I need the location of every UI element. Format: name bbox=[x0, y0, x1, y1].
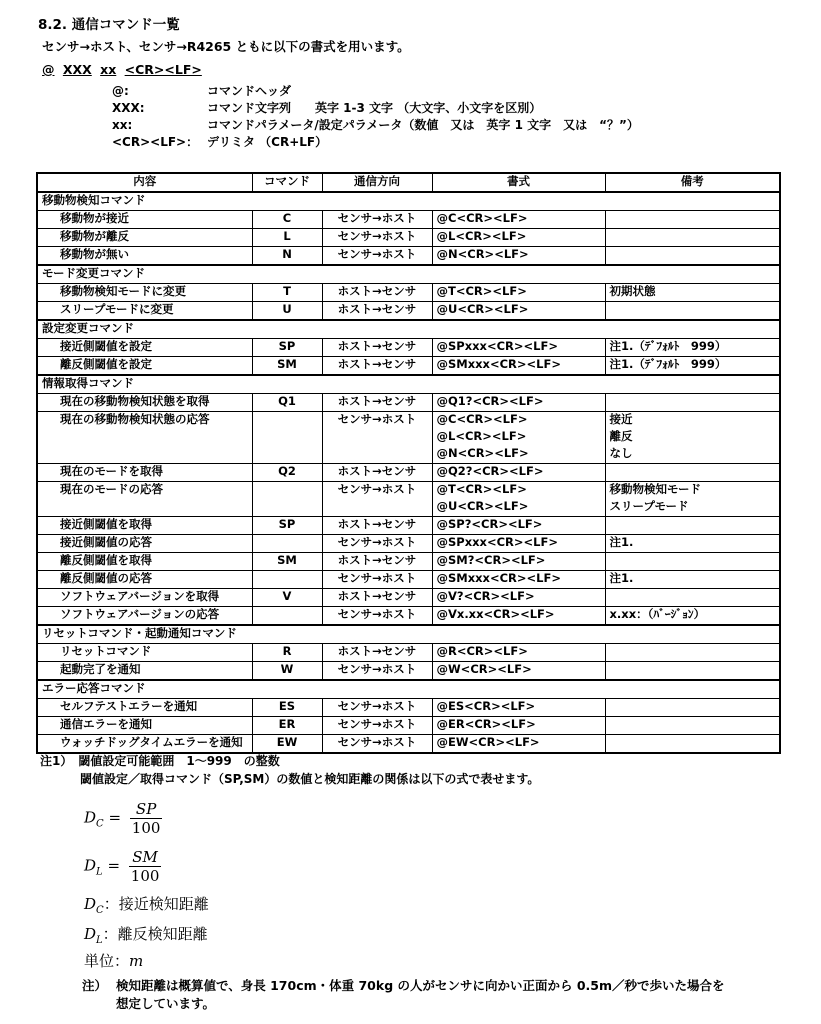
table-row bbox=[37, 339, 780, 357]
cell-content: 接近側閾値を設定 bbox=[37, 339, 252, 357]
formula-dc: $D_C$ = $\frac{SP}{100}$ bbox=[84, 800, 161, 837]
cell-format: @SP?<CR><LF> bbox=[432, 517, 605, 535]
cell-direction: ホスト→センサ bbox=[322, 394, 432, 412]
cell-command: SM bbox=[252, 357, 322, 376]
cell-content: 離反側閾値の応答 bbox=[37, 571, 252, 589]
cell-command bbox=[252, 446, 322, 464]
cell-direction bbox=[322, 446, 432, 464]
table-row bbox=[37, 302, 780, 321]
cell-note bbox=[605, 644, 780, 662]
cell-direction: センサ→ホスト bbox=[322, 699, 432, 717]
cell-note bbox=[605, 517, 780, 535]
table-row bbox=[37, 229, 780, 247]
table-row bbox=[37, 446, 780, 464]
cell-note bbox=[605, 229, 780, 247]
cell-content bbox=[37, 499, 252, 517]
cell-content: 現在のモードを取得 bbox=[37, 464, 252, 482]
definition-row bbox=[112, 133, 639, 150]
section-title: 設定変更コマンド bbox=[37, 320, 780, 339]
formula-dl: $D_L$ = $\frac{SM}{100}$ bbox=[84, 848, 160, 885]
cell-direction: ホスト→センサ bbox=[322, 644, 432, 662]
note2-line2: 想定しています。 bbox=[116, 996, 216, 1011]
cell-format: @Q1?<CR><LF> bbox=[432, 394, 605, 412]
header-note: 備考 bbox=[605, 173, 780, 192]
cell-command: L bbox=[252, 229, 322, 247]
section-row bbox=[37, 320, 780, 339]
table-row bbox=[37, 429, 780, 446]
definition-desc: コマンドパラメータ/設定パラメータ（数値 又は 英字 1 文字 又は “？”） bbox=[207, 118, 639, 132]
dl-definition: $D_L$：離反検知距離 bbox=[84, 925, 208, 946]
definition-desc: コマンドヘッダ bbox=[207, 84, 292, 98]
format-header: @ bbox=[42, 62, 55, 77]
cell-direction: ホスト→センサ bbox=[322, 553, 432, 571]
dc-definition: $D_C$：接近検知距離 bbox=[84, 895, 209, 916]
cell-direction: センサ→ホスト bbox=[322, 662, 432, 681]
cell-format: @R<CR><LF> bbox=[432, 644, 605, 662]
cell-format: @V?<CR><LF> bbox=[432, 589, 605, 607]
cell-command: Q2 bbox=[252, 464, 322, 482]
note1-line2: 閾値設定／取得コマンド（SP,SM）の数値と検知距離の関係は以下の式で表せます。 bbox=[80, 772, 540, 786]
table-row bbox=[37, 284, 780, 302]
cell-note bbox=[605, 717, 780, 735]
cell-command bbox=[252, 571, 322, 589]
cell-format: @SPxxx<CR><LF> bbox=[432, 339, 605, 357]
cell-command: EW bbox=[252, 735, 322, 754]
section-title: モード変更コマンド bbox=[37, 265, 780, 284]
cell-command: W bbox=[252, 662, 322, 681]
cell-note: x.xx：（ﾊﾞｰｼﾞｮﾝ） bbox=[605, 607, 780, 626]
cell-direction: センサ→ホスト bbox=[322, 211, 432, 229]
section-title: リセットコマンド・起動通知コマンド bbox=[37, 625, 780, 644]
cell-format: @N<CR><LF> bbox=[432, 446, 605, 464]
cell-content: スリープモードに変更 bbox=[37, 302, 252, 321]
cell-content: リセットコマンド bbox=[37, 644, 252, 662]
command-table bbox=[36, 172, 781, 754]
cell-command: ES bbox=[252, 699, 322, 717]
table-row bbox=[37, 662, 780, 681]
intro-text: センサ→ホスト、センサ→R4265 ともに以下の書式を用います。 bbox=[42, 39, 410, 54]
format-delimiter: <CR><LF> bbox=[124, 62, 202, 77]
cell-direction: センサ→ホスト bbox=[322, 229, 432, 247]
cell-content: 現在の移動物検知状態の応答 bbox=[37, 412, 252, 430]
section-title: エラー応答コマンド bbox=[37, 680, 780, 699]
cell-format: @U<CR><LF> bbox=[432, 302, 605, 321]
cell-content: 起動完了を通知 bbox=[37, 662, 252, 681]
section-title: 情報取得コマンド bbox=[37, 375, 780, 394]
section-row bbox=[37, 265, 780, 284]
cell-command bbox=[252, 499, 322, 517]
table-row bbox=[37, 589, 780, 607]
cell-note: 注1. bbox=[605, 571, 780, 589]
cell-format: @T<CR><LF> bbox=[432, 482, 605, 500]
cell-format: @W<CR><LF> bbox=[432, 662, 605, 681]
table-row bbox=[37, 211, 780, 229]
cell-note bbox=[605, 589, 780, 607]
cell-command: U bbox=[252, 302, 322, 321]
cell-format: @C<CR><LF> bbox=[432, 211, 605, 229]
definition-term: xx: bbox=[112, 117, 133, 132]
table-row bbox=[37, 394, 780, 412]
cell-direction: センサ→ホスト bbox=[322, 717, 432, 735]
header-direction: 通信方向 bbox=[322, 173, 432, 192]
table-row bbox=[37, 735, 780, 754]
cell-format: @SPxxx<CR><LF> bbox=[432, 535, 605, 553]
definition-row bbox=[112, 116, 639, 133]
cell-note bbox=[605, 394, 780, 412]
cell-note bbox=[605, 662, 780, 681]
cell-format: @Q2?<CR><LF> bbox=[432, 464, 605, 482]
cell-format: @N<CR><LF> bbox=[432, 247, 605, 266]
cell-command bbox=[252, 429, 322, 446]
cell-direction: ホスト→センサ bbox=[322, 589, 432, 607]
note2-line1: 検知距離は概算値で、身長 170cm・体重 70kg の人がセンサに向かい正面から 0.5m／秒で歩いた場合を bbox=[116, 978, 725, 993]
note1-line1: 注1） 閾値設定可能範囲 1～999 の整数 bbox=[40, 754, 280, 768]
cell-direction: センサ→ホスト bbox=[322, 571, 432, 589]
cell-command: SM bbox=[252, 553, 322, 571]
cell-direction: センサ→ホスト bbox=[322, 535, 432, 553]
cell-direction: ホスト→センサ bbox=[322, 517, 432, 535]
cell-format: @L<CR><LF> bbox=[432, 229, 605, 247]
cell-content: 移動物が接近 bbox=[37, 211, 252, 229]
cell-direction: ホスト→センサ bbox=[322, 464, 432, 482]
cell-content: ソフトウェアバージョンの応答 bbox=[37, 607, 252, 626]
cell-note: 注1. bbox=[605, 535, 780, 553]
cell-content: 移動物が無い bbox=[37, 247, 252, 266]
definition-desc: デリミタ （CR+LF） bbox=[207, 135, 328, 149]
cell-direction bbox=[322, 499, 432, 517]
cell-note bbox=[605, 247, 780, 266]
table-row bbox=[37, 357, 780, 376]
section-row bbox=[37, 375, 780, 394]
cell-command: C bbox=[252, 211, 322, 229]
section-row bbox=[37, 192, 780, 211]
cell-format: @SM?<CR><LF> bbox=[432, 553, 605, 571]
cell-note bbox=[605, 735, 780, 754]
table-row bbox=[37, 644, 780, 662]
table-row bbox=[37, 517, 780, 535]
cell-note: 接近 bbox=[605, 412, 780, 430]
table-header-row bbox=[37, 173, 780, 192]
cell-content bbox=[37, 446, 252, 464]
definition-row bbox=[112, 99, 639, 116]
cell-note: スリープモード bbox=[605, 499, 780, 517]
table-row bbox=[37, 464, 780, 482]
cell-direction: センサ→ホスト bbox=[322, 607, 432, 626]
cell-command bbox=[252, 482, 322, 500]
cell-format: @C<CR><LF> bbox=[432, 412, 605, 430]
cell-format: @SMxxx<CR><LF> bbox=[432, 571, 605, 589]
unit-line: 単位：m bbox=[84, 952, 144, 970]
table-row bbox=[37, 482, 780, 500]
cell-command: ER bbox=[252, 717, 322, 735]
table-row bbox=[37, 499, 780, 517]
definition-term: @: bbox=[112, 83, 129, 98]
cell-content: 離反側閾値を設定 bbox=[37, 357, 252, 376]
table-row bbox=[37, 535, 780, 553]
cell-content bbox=[37, 429, 252, 446]
cell-direction: ホスト→センサ bbox=[322, 284, 432, 302]
cell-direction: センサ→ホスト bbox=[322, 735, 432, 754]
cell-content: 離反側閾値を取得 bbox=[37, 553, 252, 571]
cell-format: @U<CR><LF> bbox=[432, 499, 605, 517]
cell-note: 注1.（ﾃﾞﾌｫﾙﾄ 999） bbox=[605, 339, 780, 357]
table-row bbox=[37, 247, 780, 266]
table-row bbox=[37, 553, 780, 571]
cell-direction bbox=[322, 429, 432, 446]
cell-direction: ホスト→センサ bbox=[322, 339, 432, 357]
cell-direction: ホスト→センサ bbox=[322, 357, 432, 376]
cell-note: 離反 bbox=[605, 429, 780, 446]
format-line bbox=[42, 62, 206, 77]
cell-note bbox=[605, 211, 780, 229]
cell-command: SP bbox=[252, 339, 322, 357]
table-row bbox=[37, 412, 780, 430]
definition-term: <CR><LF>： bbox=[112, 135, 199, 149]
cell-command: T bbox=[252, 284, 322, 302]
section-title: 移動物検知コマンド bbox=[37, 192, 780, 211]
cell-command: SP bbox=[252, 517, 322, 535]
cell-command bbox=[252, 412, 322, 430]
section-title: 8.2. 通信コマンド一覧 bbox=[38, 17, 180, 33]
definition-row bbox=[112, 82, 639, 99]
cell-content: ソフトウェアバージョンを取得 bbox=[37, 589, 252, 607]
section-row bbox=[37, 625, 780, 644]
note2 bbox=[82, 977, 725, 1013]
cell-content: 現在の移動物検知状態を取得 bbox=[37, 394, 252, 412]
section-row bbox=[37, 680, 780, 699]
cell-note bbox=[605, 302, 780, 321]
formula-dl-fraction: $\frac{SM}{100}$ bbox=[130, 848, 160, 885]
cell-format: @SMxxx<CR><LF> bbox=[432, 357, 605, 376]
cell-content: ウォッチドッグタイムエラーを通知 bbox=[37, 735, 252, 754]
cell-content: 移動物検知モードに変更 bbox=[37, 284, 252, 302]
cell-note: 注1.（ﾃﾞﾌｫﾙﾄ 999） bbox=[605, 357, 780, 376]
cell-command bbox=[252, 607, 322, 626]
cell-command: N bbox=[252, 247, 322, 266]
cell-content: 移動物が離反 bbox=[37, 229, 252, 247]
cell-format: @L<CR><LF> bbox=[432, 429, 605, 446]
format-command: XXX bbox=[62, 62, 92, 77]
table-row bbox=[37, 699, 780, 717]
table-row bbox=[37, 717, 780, 735]
cell-format: @T<CR><LF> bbox=[432, 284, 605, 302]
cell-format: @ER<CR><LF> bbox=[432, 717, 605, 735]
header-content: 内容 bbox=[37, 173, 252, 192]
cell-command: Q1 bbox=[252, 394, 322, 412]
cell-command bbox=[252, 535, 322, 553]
cell-direction: センサ→ホスト bbox=[322, 482, 432, 500]
cell-direction: センサ→ホスト bbox=[322, 412, 432, 430]
cell-content: 現在のモードの応答 bbox=[37, 482, 252, 500]
cell-note: 移動物検知モード bbox=[605, 482, 780, 500]
cell-content: セルフテストエラーを通知 bbox=[37, 699, 252, 717]
table-row bbox=[37, 571, 780, 589]
definition-list bbox=[112, 82, 639, 150]
cell-format: @EW<CR><LF> bbox=[432, 735, 605, 754]
cell-content: 接近側閾値を取得 bbox=[37, 517, 252, 535]
cell-note bbox=[605, 699, 780, 717]
cell-note bbox=[605, 464, 780, 482]
cell-note: なし bbox=[605, 446, 780, 464]
cell-direction: センサ→ホスト bbox=[322, 247, 432, 266]
cell-note bbox=[605, 553, 780, 571]
cell-command: R bbox=[252, 644, 322, 662]
formula-dc-fraction: $\frac{SP}{100}$ bbox=[131, 800, 161, 837]
cell-content: 通信エラーを通知 bbox=[37, 717, 252, 735]
header-command: コマンド bbox=[252, 173, 322, 192]
cell-content: 接近側閾値の応答 bbox=[37, 535, 252, 553]
note2-label: 注） bbox=[82, 978, 108, 993]
header-format: 書式 bbox=[432, 173, 605, 192]
definition-term: XXX: bbox=[112, 100, 145, 115]
definition-desc: コマンド文字列 英字 1-3 文字 （大文字、小文字を区別） bbox=[207, 101, 542, 115]
format-param: xx bbox=[100, 62, 117, 77]
cell-format: @Vx.xx<CR><LF> bbox=[432, 607, 605, 626]
cell-command: V bbox=[252, 589, 322, 607]
cell-direction: ホスト→センサ bbox=[322, 302, 432, 321]
table-row bbox=[37, 607, 780, 626]
cell-format: @ES<CR><LF> bbox=[432, 699, 605, 717]
cell-note: 初期状態 bbox=[605, 284, 780, 302]
table-body bbox=[37, 192, 780, 753]
